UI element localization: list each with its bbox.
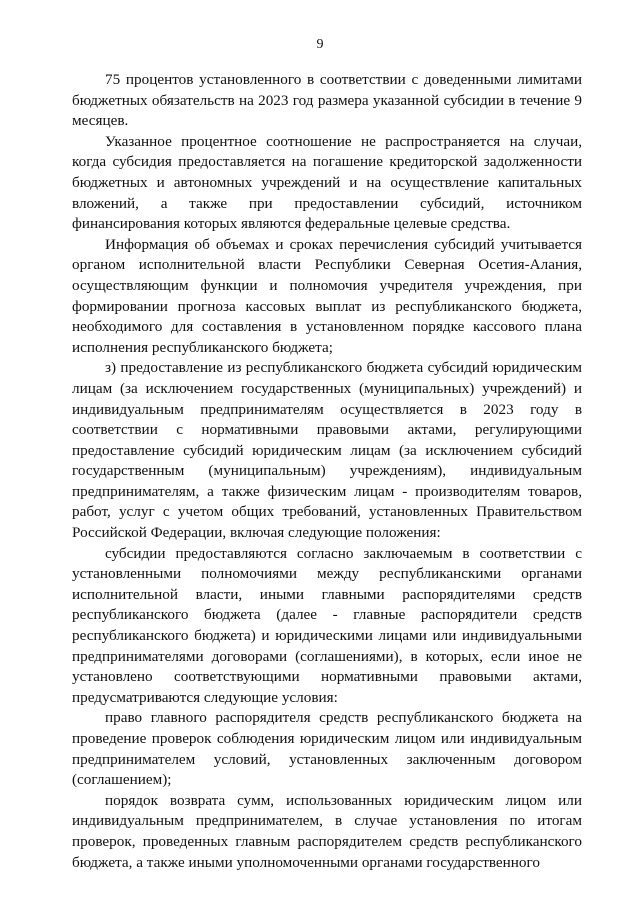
page-number: 9 — [316, 37, 324, 52]
paragraph: 75 процентов установленного в соответствии с доведенными лимитами бюджетных обязательств на 2023 год размера указанной субсидии в течение 9 месяцев. — [72, 71, 582, 130]
paragraph: право главного распорядителя средств республиканского бюджета на проведение проверок соблюдения юридическим лицом или индивидуальным предпринимателем условий, установленных заключенным договором (соглашением); — [72, 709, 582, 789]
paragraph: Информация об объемах и сроках перечисления субсидий учитывается органом исполнительной власти Республики Северная Осетия-Алания, осуществляющим функции и полномочия учредителя учреждения, при формировании прогноза кассовых выплат из республиканского бюджета, необходимого для составления в установленном порядке кассового плана исполнения республиканского бюджета; — [72, 235, 582, 356]
paragraph: Указанное процентное соотношение не распространяется на случаи, когда субсидия предоставляется на погашение кредиторской задолженности бюджетных и автономных учреждений и на осуществление капитальных вложений, а также при предоставлении субсидий, источником финансирования которых являются федеральные целевые средства. — [72, 132, 582, 233]
document-body — [72, 70, 582, 873]
paragraph: порядок возврата сумм, использованных юридическим лицом или индивидуальным предпринимателем, в случае установления по итогам проверок, проведенных главным распорядителем средств республиканского бюджета, а также иными уполномоченными органами государственного — [72, 791, 582, 871]
paragraph: з) предоставление из республиканского бюджета субсидий юридическим лицам (за исключением государственных (муниципальных) учреждений) и индивидуальным предпринимателям осуществляется в 2023 году в соответствии с нормативными правовыми актами, регулирующими предоставление субсидий юридическим лицам (за исключением субсидий государственным (муниципальным) учреждениям), индивидуальным предпринимателям, а также физическим лицам - производителям товаров, работ, услуг с учетом общих требований, установленных Правительством Российской Федерации, включая следующие положения: — [72, 359, 582, 542]
paragraph: субсидии предоставляются согласно заключаемым в соответствии с установленными полномочиями между республиканскими органами исполнительной власти, иными главными распорядителями средств республиканского бюджета (далее - главные распорядители средств республиканского бюджета) и юридическими лицами или индивидуальными предпринимателями договорами (соглашениями), в которых, если иное не установлено соответствующими нормативными правовыми актами, предусматриваются следующие условия: — [72, 544, 582, 706]
